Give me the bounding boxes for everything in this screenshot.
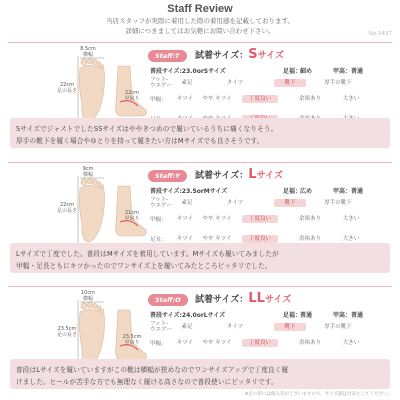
- trial-size-value: L: [248, 167, 257, 182]
- item-number: No.5437: [368, 31, 392, 37]
- instep-width-row-option: 余裕あり: [298, 96, 321, 102]
- footwear-option: 厚手の靴下: [324, 80, 352, 86]
- instep-label: 甲高：: [333, 312, 352, 319]
- instep-width-row-label: 甲幅：: [150, 97, 167, 103]
- instep-width-row-option: 丁度良い: [242, 215, 278, 223]
- trial-size-prefix: 試着サイズ：: [195, 171, 249, 181]
- usual-size: 普段サイズ:24.0orLサイズ: [150, 312, 226, 319]
- length-measure-label: 22cm 足の長さ: [56, 202, 77, 214]
- foot-length-row-option: 丁度良い: [242, 235, 278, 243]
- comment-line1: Lサイズで丁度でした。普段はMサイズを着用しています。Mサイズも履いてみましたが: [16, 250, 279, 258]
- footwear-option: 素足: [181, 324, 193, 330]
- comment-line2: 厚手の靴下を履く場合やゆとりを持って履きたい方はMサイズでも良さそうです。: [16, 137, 264, 145]
- instep-width-row-option: やや キツイ: [202, 340, 232, 346]
- foot-width-value: 細め: [300, 68, 313, 75]
- foot-length-row-option: 余裕あり: [298, 236, 321, 242]
- width-measure-label: 8.5cm 横幅: [80, 46, 96, 58]
- length-measure-label: 22cm 足の長さ: [56, 82, 77, 94]
- usual-size: 普段サイズ:23.0orSサイズ: [150, 68, 226, 75]
- staff-comment: [10, 359, 390, 389]
- foot-top-view: [79, 178, 104, 242]
- trial-size-suffix: サイズ: [264, 295, 292, 305]
- footwear-option: タイツ: [226, 200, 244, 206]
- staff-badge: Staff:O: [148, 294, 188, 306]
- trial-size-suffix: サイズ: [256, 171, 283, 181]
- instep-width-row-option: キツイ: [176, 340, 194, 346]
- staff-badge: Staff:T: [148, 50, 187, 62]
- page-title: Staff Review: [167, 3, 233, 15]
- footwear-option: 素足: [181, 200, 193, 206]
- foot-length-row-label: 足長：: [150, 237, 167, 243]
- foot-top-view: [79, 302, 104, 366]
- foot-length-row-option: キツイ: [176, 236, 194, 242]
- instep-width-row-option: 丁度良い: [242, 339, 278, 347]
- header-note-line2: 詳細につきましてはお気軽にお問い合わせ下さい。: [125, 27, 275, 35]
- footnote: ※足の形には個人差がございますので、サイズ感は目安としてください。: [244, 392, 392, 397]
- footwear-label: フット- ウエアー: [150, 321, 172, 333]
- instep-width-row-option: 余裕あり: [298, 340, 321, 346]
- footwear-label: フット- ウエアー: [150, 197, 172, 209]
- instep-value: 普通: [351, 68, 364, 75]
- instep-value: 普通: [351, 312, 364, 319]
- footwear-option: タイツ: [226, 324, 244, 330]
- staff-badge: Staff:Y: [148, 170, 187, 182]
- foot-width-label: 足福：: [283, 188, 302, 195]
- footwear-option: タイツ: [226, 80, 244, 86]
- width-measure-label: 9cm 横幅: [82, 166, 94, 178]
- comment-line2: けました。ヒールが苦手な方でも無理なく履ける高さなので普段使いにピッタリです。: [16, 378, 278, 386]
- footwear-option: 厚手の靴下: [324, 324, 352, 330]
- foot-width-value: 普通: [300, 312, 313, 319]
- trial-size-title: [195, 291, 291, 306]
- footwear-label: フット- ウエアー: [150, 77, 172, 89]
- instep-width-row-option: 丁度良い: [242, 95, 278, 103]
- footwear-option: 素足: [181, 80, 193, 86]
- comment-line1: 普段はLサイズを履いていますがこの靴は横幅が狭めなのでワンサイズアップで丁度良く履: [16, 366, 289, 374]
- instep-width-row-option: キツイ: [176, 96, 194, 102]
- instep-width-row-option: やや キツイ: [202, 96, 232, 102]
- trial-size-prefix: 試着サイズ：: [195, 295, 249, 305]
- trial-size-value: LL: [248, 291, 265, 306]
- instep-measure-label: 21cm 甲回り: [124, 210, 140, 222]
- staff-comment: [10, 118, 390, 148]
- width-measure-label: 10cm 横幅: [81, 290, 95, 302]
- instep-measure-label: 22cm 甲回り: [124, 90, 140, 102]
- instep-label: 甲高：: [333, 68, 352, 75]
- header: [0, 0, 400, 40]
- instep-width-row-option: キツイ: [176, 216, 194, 222]
- instep-width-row-option: 大きい: [342, 216, 360, 222]
- foot-width-label: 足福：: [283, 312, 302, 319]
- usual-size: 普段サイズ:23.5orMサイズ: [150, 188, 228, 195]
- header-note-line1: 当店スタッフが実際に着用した際の着用感を記載しております。: [106, 17, 294, 25]
- trial-size-value: S: [248, 47, 258, 62]
- foot-width-value: 広め: [300, 188, 313, 195]
- comment-line1: SサイズでジャストでしたSSサイズはややきつめので履いているうちに痛くなりそう。: [16, 125, 278, 133]
- footwear-option: 靴下: [274, 199, 306, 207]
- length-measure-label: 23.5cm 足の長さ: [56, 326, 77, 338]
- instep-width-row-option: 余裕あり: [298, 216, 321, 222]
- footwear-option: 靴下: [274, 79, 306, 87]
- foot-length-row-option: 大きい: [342, 236, 360, 242]
- instep-width-row-label: 甲幅：: [150, 217, 167, 223]
- trial-size-suffix: サイズ: [257, 51, 284, 61]
- instep-label: 甲高：: [333, 188, 352, 195]
- footwear-option: 靴下: [274, 323, 306, 331]
- trial-size-title: [195, 47, 284, 62]
- instep-width-row-option: 大きい: [342, 96, 360, 102]
- foot-length-row-option: やや キツイ: [202, 236, 232, 242]
- staff-comment: [10, 243, 390, 273]
- footwear-option: 厚手の靴下: [324, 200, 352, 206]
- foot-top-view: [79, 58, 104, 122]
- trial-size-title: [195, 167, 283, 182]
- foot-width-label: 足福：: [283, 68, 302, 75]
- comment-line2: 甲幅・足長ともにキツかったのでワンサイズ上を履いてみたところピッタリでした。: [16, 262, 272, 270]
- instep-width-row-option: 大きい: [342, 340, 360, 346]
- instep-width-row-option: やや キツイ: [202, 216, 232, 222]
- instep-width-row-label: 甲幅：: [150, 341, 167, 347]
- trial-size-prefix: 試着サイズ：: [195, 51, 249, 61]
- instep-measure-label: 23.5cm 甲回り: [122, 334, 142, 346]
- instep-value: 普通: [351, 188, 364, 195]
